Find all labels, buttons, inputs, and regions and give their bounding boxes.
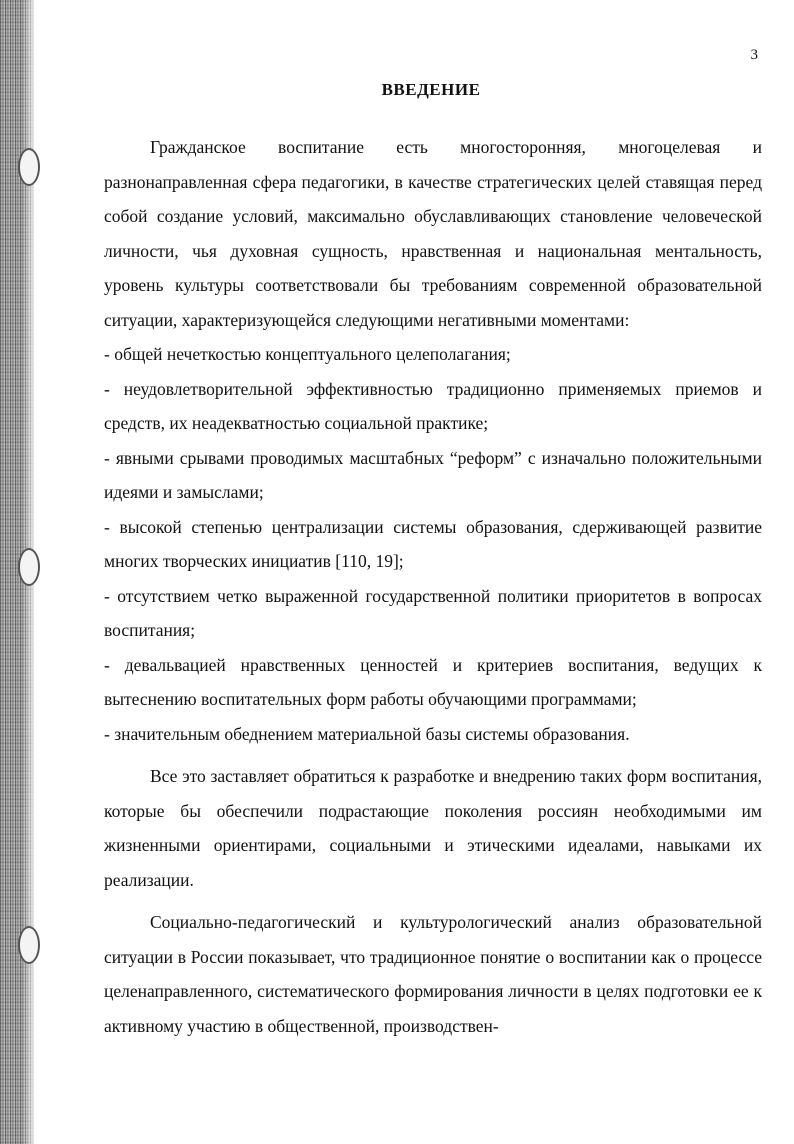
binding-hole <box>18 548 40 586</box>
intro-paragraph: Гражданское воспитание есть многосторонняя, многоцелевая и разнонаправленная сфера педагогики, в качестве стратегических целей ставящая перед собой создание условий, максимально обуславливающих становление человеческой личности, чья духовная сущность, нравственная и национальная ментальность, уровень культуры соответствовали бы требованиям современной образовательной ситуации, характеризующейся следующими негативными моментами: <box>104 137 762 330</box>
body-text <box>104 130 762 1043</box>
list-item: - неудовлетворительной эффективностью традиционно применяемых приемов и средств, их неадекватностью социальной практике; <box>104 378 762 433</box>
page-number: 3 <box>750 47 758 63</box>
closing-paragraph: Социально-педагогический и культурологический анализ образовательной ситуации в России показывает, что традиционное понятие о воспитании как о процессе целенаправленного, систематического формирования личности в целях подготовки ее к активному участию в общественной, производствен- <box>104 912 762 1036</box>
binding-hole <box>18 926 40 964</box>
list-item: - высокой степенью централизации системы образования, сдерживающей развитие многих творческих инициатив [110, 19]; <box>104 516 762 571</box>
list-item: - явными срывами проводимых масштабных “реформ” с изначально положительными идеями и замыслами; <box>104 447 762 502</box>
list-item: - девальвацией нравственных ценностей и критериев воспитания, ведущих к вытеснению воспитательных форм работы обучающими программами; <box>104 654 762 709</box>
list-item: - общей нечеткостью концептуального целеполагания; <box>104 344 511 364</box>
binding-hole <box>18 148 40 186</box>
list-item: - отсутствием четко выраженной государственной политики приоритетов в вопросах воспитания; <box>104 585 762 640</box>
closing-paragraph: Все это заставляет обратиться к разработке и внедрению таких форм воспитания, которые бы обеспечили подрастающие поколения россиян необходимыми им жизненными ориентирами, социальными и этическими идеалами, навыками их реализации. <box>104 766 762 890</box>
page-title: ВВЕДЕНИЕ <box>381 80 481 99</box>
list-item: - значительным обеднением материальной базы системы образования. <box>104 723 630 744</box>
